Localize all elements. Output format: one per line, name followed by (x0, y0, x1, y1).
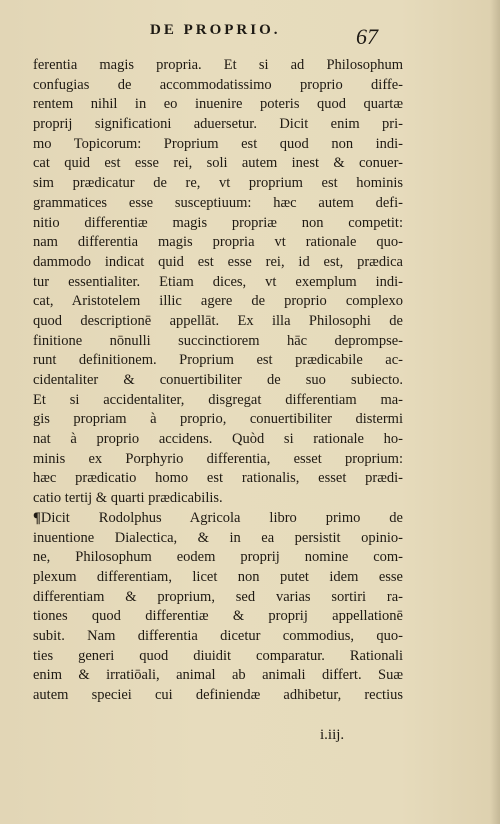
text-line: dammodo indicat quid est esse rei, id est, prædica (33, 253, 403, 270)
text-line: Et si accidentaliter, disgregat differentiam ma- (33, 391, 403, 408)
text-line: plexum differentiam, licet non putet idem esse (33, 568, 403, 585)
text-line: mo Topicorum: Proprium est quod non indi- (33, 135, 403, 152)
page-number: 67 (356, 24, 378, 49)
text-line: inuentione Dialectica, & in ea persistit opinio- (33, 529, 403, 546)
text-line: tiones quod differentiæ & proprij appellationē (33, 608, 403, 625)
text-line: proprij significationi aduersetur. Dicit enim pri- (33, 116, 403, 133)
text-line: sim prædicatur de re, vt proprium est hominis (33, 175, 403, 192)
text-line: cat, Aristotelem illic agere de proprio complexo (33, 293, 403, 310)
text-line: ferentia magis propria. Et si ad Philosophum (33, 57, 403, 73)
paragraph-mark-icon: ¶ (33, 509, 41, 526)
text-line: ties generi quod diuidit comparatur. Rationali (33, 647, 403, 664)
text-line: differentiam & proprium, sed varias sortiri ra- (33, 588, 403, 605)
text-line: runt definitionem. Proprium est prædicabile ac- (33, 352, 403, 369)
text-line-paragraph-start (33, 509, 403, 529)
running-header: DE PROPRIO. (150, 22, 281, 38)
text-line: cat quid est esse rei, soli autem inest & conuer- (33, 155, 403, 172)
text-line: nitio differentiæ magis propriæ non competit: (33, 214, 403, 231)
text-line-content: Dicit Rodolphus Agricola libro primo de (40, 509, 403, 526)
text-line: tur essentialiter. Etiam dices, vt exemplum indi- (33, 273, 403, 290)
text-line: minis ex Porphyrio differentia, esset proprium: (33, 450, 403, 467)
text-line: hæc prædicatio homo est rationalis, esset prædi- (33, 470, 403, 487)
signature-mark: i.iij. (320, 727, 345, 743)
text-line: autem speciei cui definiendæ adhibetur, rectius (33, 687, 403, 703)
text-line: cidentaliter & conuertibiliter de suo subiecto. (33, 372, 403, 388)
text-line: gis propriam à proprio, conuertibiliter distermi (33, 411, 403, 428)
text-line: grammatices esse susceptiuum: hæc autem defi- (33, 194, 403, 211)
text-line: subit. Nam differentia dicetur commodius, quo- (33, 627, 403, 644)
text-line: rentem nihil in eo inuenire poteris quod quartæ (33, 96, 403, 113)
text-line: nat à proprio accidens. Quòd si rationale ho- (33, 431, 403, 448)
text-line: confugias de accommodatissimo proprio diffe- (33, 76, 403, 93)
text-line: catio tertij & quarti prædicabilis. (33, 490, 223, 507)
text-line: ne, Philosophum eodem proprij nomine com- (33, 549, 403, 566)
page-edge-shadow (490, 0, 500, 824)
text-line: nam differentia magis propria vt rationale quo- (33, 234, 403, 251)
body-text (33, 56, 403, 706)
text-line: enim & irratiōali, animal ab animali differt. Suæ (33, 667, 403, 684)
text-line: finitione nōnulli succinctiorem hāc deprompse- (33, 332, 403, 349)
text-line: quod descriptionē appellāt. Ex illa Philosophi de (33, 312, 403, 329)
